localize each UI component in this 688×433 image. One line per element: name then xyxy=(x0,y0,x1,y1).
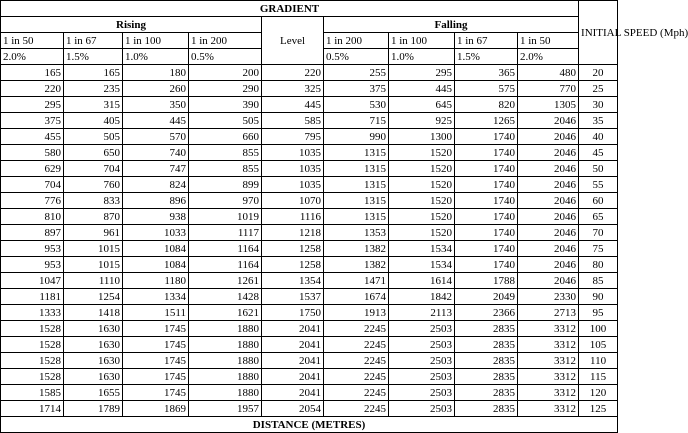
distance-footer: DISTANCE (METRES) xyxy=(1,417,618,433)
distance-cell: 1047 xyxy=(1,273,64,289)
distance-cell: 1957 xyxy=(189,401,262,417)
distance-cell: 1382 xyxy=(324,257,389,273)
footer-row xyxy=(1,417,618,433)
percent-header: 2.0% xyxy=(518,49,579,65)
distance-cell: 953 xyxy=(1,257,64,273)
distance-cell: 1254 xyxy=(64,289,123,305)
percent-header: 2.0% xyxy=(1,49,64,65)
distance-cell: 220 xyxy=(262,65,324,81)
percent-header: 1.5% xyxy=(455,49,518,65)
distance-cell: 2713 xyxy=(518,305,579,321)
table-row xyxy=(1,257,618,273)
table-row xyxy=(1,321,618,337)
percent-header: 0.5% xyxy=(189,49,262,65)
distance-cell: 1315 xyxy=(324,177,389,193)
table-row xyxy=(1,177,618,193)
distance-cell: 580 xyxy=(1,145,64,161)
distance-cell: 2046 xyxy=(518,129,579,145)
speed-cell: 45 xyxy=(579,145,618,161)
ratio-header: 1 in 67 xyxy=(455,33,518,49)
falling-header: Falling xyxy=(324,17,579,33)
distance-cell: 505 xyxy=(189,113,262,129)
distance-cell: 2503 xyxy=(389,337,455,353)
distance-cell: 1630 xyxy=(64,321,123,337)
distance-cell: 2041 xyxy=(262,385,324,401)
distance-cell: 2503 xyxy=(389,369,455,385)
distance-cell: 824 xyxy=(123,177,189,193)
distance-cell: 1630 xyxy=(64,369,123,385)
distance-cell: 1315 xyxy=(324,209,389,225)
distance-cell: 260 xyxy=(123,81,189,97)
distance-cell: 1537 xyxy=(262,289,324,305)
ratio-header: 1 in 100 xyxy=(123,33,189,49)
percent-header: 1.0% xyxy=(123,49,189,65)
distance-cell: 2835 xyxy=(455,401,518,417)
distance-cell: 2503 xyxy=(389,401,455,417)
table-row xyxy=(1,385,618,401)
speed-cell: 50 xyxy=(579,161,618,177)
distance-cell: 1035 xyxy=(262,177,324,193)
distance-cell: 2046 xyxy=(518,257,579,273)
table-row xyxy=(1,289,618,305)
distance-cell: 315 xyxy=(64,97,123,113)
distance-cell: 704 xyxy=(1,177,64,193)
distance-cell: 3312 xyxy=(518,321,579,337)
distance-cell: 445 xyxy=(389,81,455,97)
distance-cell: 704 xyxy=(64,161,123,177)
distance-cell: 896 xyxy=(123,193,189,209)
distance-cell: 1630 xyxy=(64,337,123,353)
distance-cell: 1116 xyxy=(262,209,324,225)
distance-cell: 1740 xyxy=(455,209,518,225)
distance-cell: 870 xyxy=(64,209,123,225)
table-row xyxy=(1,305,618,321)
distance-cell: 1740 xyxy=(455,145,518,161)
distance-cell: 530 xyxy=(324,97,389,113)
distance-cell: 2054 xyxy=(262,401,324,417)
speed-cell: 35 xyxy=(579,113,618,129)
distance-cell: 810 xyxy=(1,209,64,225)
table-row xyxy=(1,129,618,145)
distance-cell: 3312 xyxy=(518,401,579,417)
distance-cell: 325 xyxy=(262,81,324,97)
distance-cell: 1015 xyxy=(64,241,123,257)
distance-cell: 2366 xyxy=(455,305,518,321)
distance-cell: 1258 xyxy=(262,241,324,257)
distance-cell: 1520 xyxy=(389,177,455,193)
speed-cell: 100 xyxy=(579,321,618,337)
distance-cell: 760 xyxy=(64,177,123,193)
distance-cell: 629 xyxy=(1,161,64,177)
distance-cell: 575 xyxy=(455,81,518,97)
distance-cell: 1033 xyxy=(123,225,189,241)
distance-cell: 1745 xyxy=(123,385,189,401)
distance-cell: 1084 xyxy=(123,257,189,273)
distance-cell: 1334 xyxy=(123,289,189,305)
distance-cell: 1070 xyxy=(262,193,324,209)
table-row xyxy=(1,65,618,81)
distance-cell: 1534 xyxy=(389,257,455,273)
distance-cell: 390 xyxy=(189,97,262,113)
distance-cell: 1382 xyxy=(324,241,389,257)
distance-cell: 2046 xyxy=(518,241,579,257)
distance-cell: 2041 xyxy=(262,321,324,337)
distance-cell: 1180 xyxy=(123,273,189,289)
distance-cell: 1740 xyxy=(455,161,518,177)
speed-cell: 120 xyxy=(579,385,618,401)
distance-cell: 480 xyxy=(518,65,579,81)
distance-cell: 1740 xyxy=(455,241,518,257)
table-row xyxy=(1,209,618,225)
direction-row xyxy=(1,17,618,33)
speed-cell: 65 xyxy=(579,209,618,225)
distance-cell: 2041 xyxy=(262,337,324,353)
distance-cell: 1218 xyxy=(262,225,324,241)
speed-cell: 90 xyxy=(579,289,618,305)
distance-cell: 925 xyxy=(389,113,455,129)
distance-cell: 1164 xyxy=(189,241,262,257)
distance-cell: 1880 xyxy=(189,369,262,385)
initial-speed-header: INITIAL SPEED (Mph) xyxy=(579,1,618,65)
distance-cell: 375 xyxy=(324,81,389,97)
distance-cell: 2245 xyxy=(324,369,389,385)
distance-cell: 2041 xyxy=(262,369,324,385)
percent-header: 1.5% xyxy=(64,49,123,65)
distance-cell: 1035 xyxy=(262,145,324,161)
distance-cell: 1880 xyxy=(189,321,262,337)
distance-cell: 2046 xyxy=(518,145,579,161)
distance-cell: 2046 xyxy=(518,225,579,241)
distance-cell: 2835 xyxy=(455,321,518,337)
ratio-header: 1 in 100 xyxy=(389,33,455,49)
distance-cell: 747 xyxy=(123,161,189,177)
distance-cell: 200 xyxy=(189,65,262,81)
distance-cell: 1117 xyxy=(189,225,262,241)
speed-cell: 60 xyxy=(579,193,618,209)
distance-cell: 776 xyxy=(1,193,64,209)
distance-cell: 2503 xyxy=(389,385,455,401)
distance-cell: 660 xyxy=(189,129,262,145)
table-row xyxy=(1,401,618,417)
table-row xyxy=(1,353,618,369)
table-row xyxy=(1,81,618,97)
distance-cell: 1880 xyxy=(189,337,262,353)
distance-cell: 2046 xyxy=(518,177,579,193)
distance-cell: 1528 xyxy=(1,321,64,337)
distance-cell: 740 xyxy=(123,145,189,161)
distance-cell: 3312 xyxy=(518,353,579,369)
distance-cell: 165 xyxy=(64,65,123,81)
distance-cell: 1740 xyxy=(455,225,518,241)
distance-cell: 255 xyxy=(324,65,389,81)
distance-cell: 1842 xyxy=(389,289,455,305)
distance-cell: 1164 xyxy=(189,257,262,273)
ratio-header: 1 in 50 xyxy=(1,33,64,49)
distance-cell: 455 xyxy=(1,129,64,145)
distance-cell: 1880 xyxy=(189,353,262,369)
distance-cell: 1261 xyxy=(189,273,262,289)
table-row xyxy=(1,337,618,353)
distance-cell: 897 xyxy=(1,225,64,241)
distance-cell: 990 xyxy=(324,129,389,145)
table-row xyxy=(1,193,618,209)
distance-cell: 1084 xyxy=(123,241,189,257)
distance-cell: 585 xyxy=(262,113,324,129)
distance-cell: 445 xyxy=(123,113,189,129)
distance-cell: 2041 xyxy=(262,353,324,369)
distance-cell: 2245 xyxy=(324,353,389,369)
speed-cell: 95 xyxy=(579,305,618,321)
distance-cell: 570 xyxy=(123,129,189,145)
distance-cell: 2245 xyxy=(324,321,389,337)
distance-cell: 1745 xyxy=(123,337,189,353)
distance-cell: 1520 xyxy=(389,161,455,177)
distance-cell: 2113 xyxy=(389,305,455,321)
distance-cell: 1528 xyxy=(1,369,64,385)
distance-cell: 290 xyxy=(189,81,262,97)
distance-cell: 961 xyxy=(64,225,123,241)
distance-cell: 2835 xyxy=(455,353,518,369)
gradient-title: GRADIENT xyxy=(1,1,579,17)
distance-cell: 1354 xyxy=(262,273,324,289)
distance-cell: 1674 xyxy=(324,289,389,305)
table-row xyxy=(1,161,618,177)
table-row xyxy=(1,241,618,257)
distance-cell: 220 xyxy=(1,81,64,97)
distance-cell: 1520 xyxy=(389,209,455,225)
speed-cell: 25 xyxy=(579,81,618,97)
speed-cell: 30 xyxy=(579,97,618,113)
distance-cell: 1745 xyxy=(123,321,189,337)
distance-cell: 235 xyxy=(64,81,123,97)
distance-cell: 833 xyxy=(64,193,123,209)
distance-cell: 505 xyxy=(64,129,123,145)
distance-cell: 1745 xyxy=(123,369,189,385)
distance-cell: 1110 xyxy=(64,273,123,289)
distance-cell: 1333 xyxy=(1,305,64,321)
distance-cell: 350 xyxy=(123,97,189,113)
distance-cell: 1315 xyxy=(324,161,389,177)
distance-cell: 795 xyxy=(262,129,324,145)
distance-cell: 2046 xyxy=(518,273,579,289)
distance-cell: 770 xyxy=(518,81,579,97)
distance-cell: 715 xyxy=(324,113,389,129)
distance-cell: 180 xyxy=(123,65,189,81)
distance-cell: 3312 xyxy=(518,337,579,353)
distance-cell: 1520 xyxy=(389,225,455,241)
distance-cell: 1745 xyxy=(123,353,189,369)
distance-cell: 2503 xyxy=(389,353,455,369)
speed-cell: 115 xyxy=(579,369,618,385)
distance-cell: 1913 xyxy=(324,305,389,321)
distance-cell: 1353 xyxy=(324,225,389,241)
distance-cell: 3312 xyxy=(518,385,579,401)
table-row xyxy=(1,145,618,161)
ratio-header: 1 in 50 xyxy=(518,33,579,49)
ratio-header: 1 in 200 xyxy=(189,33,262,49)
distance-cell: 295 xyxy=(1,97,64,113)
rising-header: Rising xyxy=(1,17,262,33)
distance-cell: 1788 xyxy=(455,273,518,289)
distance-cell: 1880 xyxy=(189,385,262,401)
distance-cell: 365 xyxy=(455,65,518,81)
distance-cell: 375 xyxy=(1,113,64,129)
percent-header: 1.0% xyxy=(389,49,455,65)
distance-cell: 1528 xyxy=(1,353,64,369)
distance-cell: 1265 xyxy=(455,113,518,129)
distance-cell: 820 xyxy=(455,97,518,113)
percent-header: 0.5% xyxy=(324,49,389,65)
distance-cell: 970 xyxy=(189,193,262,209)
distance-cell: 1520 xyxy=(389,193,455,209)
distance-cell: 1585 xyxy=(1,385,64,401)
distance-cell: 2245 xyxy=(324,385,389,401)
table-row xyxy=(1,113,618,129)
speed-cell: 55 xyxy=(579,177,618,193)
distance-cell: 953 xyxy=(1,241,64,257)
distance-cell: 938 xyxy=(123,209,189,225)
distance-cell: 1869 xyxy=(123,401,189,417)
distance-cell: 2245 xyxy=(324,401,389,417)
speed-cell: 80 xyxy=(579,257,618,273)
distance-cell: 1181 xyxy=(1,289,64,305)
distance-cell: 1520 xyxy=(389,145,455,161)
distance-cell: 1471 xyxy=(324,273,389,289)
distance-cell: 1528 xyxy=(1,337,64,353)
distance-cell: 1315 xyxy=(324,193,389,209)
table-row xyxy=(1,273,618,289)
distance-cell: 1258 xyxy=(262,257,324,273)
level-header: Level xyxy=(262,17,324,65)
table-row xyxy=(1,369,618,385)
ratio-header: 1 in 67 xyxy=(64,33,123,49)
distance-cell: 1534 xyxy=(389,241,455,257)
speed-cell: 40 xyxy=(579,129,618,145)
distance-cell: 1740 xyxy=(455,257,518,273)
distance-cell: 1714 xyxy=(1,401,64,417)
distance-cell: 1428 xyxy=(189,289,262,305)
table-row xyxy=(1,225,618,241)
distance-cell: 2835 xyxy=(455,337,518,353)
distance-cell: 1015 xyxy=(64,257,123,273)
distance-cell: 855 xyxy=(189,145,262,161)
distance-cell: 2046 xyxy=(518,161,579,177)
distance-cell: 2046 xyxy=(518,193,579,209)
speed-cell: 110 xyxy=(579,353,618,369)
distance-cell: 2503 xyxy=(389,321,455,337)
distance-cell: 1511 xyxy=(123,305,189,321)
distance-cell: 899 xyxy=(189,177,262,193)
distance-cell: 1740 xyxy=(455,177,518,193)
distance-cell: 1035 xyxy=(262,161,324,177)
distance-cell: 855 xyxy=(189,161,262,177)
distance-cell: 445 xyxy=(262,97,324,113)
distance-cell: 2049 xyxy=(455,289,518,305)
distance-cell: 1740 xyxy=(455,129,518,145)
distance-cell: 1300 xyxy=(389,129,455,145)
table-row xyxy=(1,97,618,113)
distance-cell: 2835 xyxy=(455,385,518,401)
distance-cell: 1655 xyxy=(64,385,123,401)
speed-cell: 85 xyxy=(579,273,618,289)
distance-cell: 1418 xyxy=(64,305,123,321)
distance-cell: 1621 xyxy=(189,305,262,321)
distance-cell: 2046 xyxy=(518,113,579,129)
distance-cell: 2046 xyxy=(518,209,579,225)
speed-cell: 105 xyxy=(579,337,618,353)
distance-cell: 2245 xyxy=(324,337,389,353)
title-row xyxy=(1,1,618,17)
speed-cell: 75 xyxy=(579,241,618,257)
distance-cell: 1614 xyxy=(389,273,455,289)
distance-cell: 405 xyxy=(64,113,123,129)
speed-cell: 125 xyxy=(579,401,618,417)
distance-cell: 1740 xyxy=(455,193,518,209)
distance-cell: 1305 xyxy=(518,97,579,113)
distance-cell: 3312 xyxy=(518,369,579,385)
distance-cell: 650 xyxy=(64,145,123,161)
distance-cell: 2330 xyxy=(518,289,579,305)
distance-cell: 2835 xyxy=(455,369,518,385)
distance-cell: 1019 xyxy=(189,209,262,225)
speed-cell: 70 xyxy=(579,225,618,241)
distance-cell: 645 xyxy=(389,97,455,113)
distance-cell: 165 xyxy=(1,65,64,81)
ratio-header: 1 in 200 xyxy=(324,33,389,49)
speed-cell: 20 xyxy=(579,65,618,81)
distance-cell: 1630 xyxy=(64,353,123,369)
distance-cell: 295 xyxy=(389,65,455,81)
distance-cell: 1750 xyxy=(262,305,324,321)
distance-cell: 1315 xyxy=(324,145,389,161)
distance-cell: 1789 xyxy=(64,401,123,417)
